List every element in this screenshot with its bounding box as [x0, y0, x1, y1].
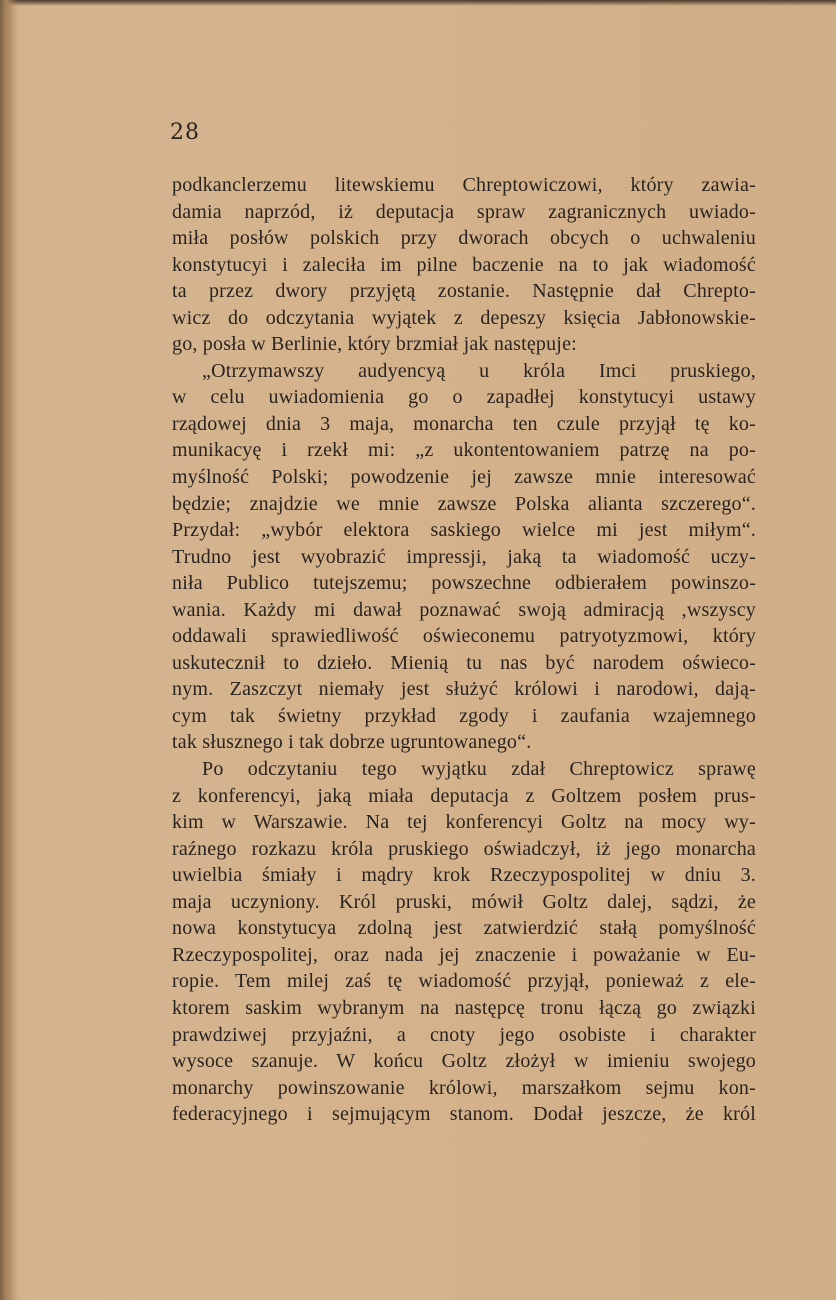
text-line: uwielbia śmiały i mądry krok Rzeczypospolitej w dniu 3. [172, 864, 756, 887]
text-line: oddawali sprawiedliwość oświeconemu patryotyzmowi, który [172, 625, 756, 648]
text-line: uskutecznił to dzieło. Mienią tu nas być narodem oświeco- [172, 651, 756, 674]
page-binding-edge [0, 0, 18, 1300]
text-line: kim w Warszawie. Na tej konferencyi Goltz na mocy wy- [172, 811, 756, 834]
text-line: Trudno jest wyobrazić impressji, jaką ta wiadomość uczy- [172, 545, 756, 568]
text-line: cym tak świetny przykład zgody i zaufania wzajemnego [172, 704, 756, 727]
text-line: w celu uwiadomienia go o zapadłej konstytucyi ustawy [172, 386, 756, 409]
text-line: raźnego rozkazu króla pruskiego oświadczył, iż jego monarcha [172, 837, 756, 860]
text-line: damia naprzód, iż deputacja spraw zagranicznych uwiado- [172, 200, 756, 223]
text-line: myślność Polski; powodzenie jej zawsze mnie interesować [172, 466, 756, 489]
page-top-edge [0, 0, 836, 6]
text-line: podkanclerzemu litewskiemu Chreptowiczowi, który zawia- [172, 174, 756, 196]
text-line: miła posłów polskich przy dworach obcych o uchwaleniu [172, 227, 756, 250]
text-line: ta przez dwory przyjętą zostanie. Następnie dał Chrepto- [172, 280, 756, 303]
text-line: będzie; znajdzie we mnie zawsze Polska alianta szczerego“. [172, 492, 756, 515]
text-line: nym. Zaszczyt niemały jest służyć królowi i narodowi, dają- [172, 678, 756, 701]
text-line: wysoce szanuje. W końcu Goltz złożył w imieniu swojego [172, 1050, 756, 1073]
text-line: monarchy powinszowanie królowi, marszałkom sejmu kon- [172, 1076, 756, 1099]
text-line: go, posła w Berlinie, który brzmiał jak następuje: [172, 333, 577, 356]
body-text [172, 172, 756, 1128]
text-line: Po odczytaniu tego wyjątku zdał Chreptowicz sprawę [202, 758, 756, 781]
text-line: „Otrzymawszy audyencyą u króla Imci pruskiego, [202, 359, 756, 382]
text-line: prawdziwej przyjaźni, a cnoty jego osobiste i charakter [172, 1023, 756, 1046]
text-line: niła Publico tutejszemu; powszechne odbierałem powinszo- [172, 572, 756, 595]
text-line: Rzeczypospolitej, oraz nada jej znaczenie i poważanie w Eu- [172, 943, 756, 966]
text-line: federacyjnego i sejmującym stanom. Dodał jeszcze, że król [172, 1103, 756, 1126]
text-line: munikacyę i rzekł mi: „z ukontentowaniem patrzę na po- [172, 439, 756, 462]
text-line: wania. Każdy mi dawał poznawać swoją admiracją ,wszyscy [172, 598, 756, 621]
text-line: konstytucyi i zaleciła im pilne baczenie na to jak wiadomość [172, 253, 756, 276]
text-line: wicz do odczytania wyjątek z depeszy księcia Jabłonowskie- [172, 306, 756, 329]
text-line: ktorem saskim wybranym na następcę tronu łączą go związki [172, 996, 756, 1019]
text-line: nowa konstytucya zdolną jest zatwierdzić stałą pomyślność [172, 917, 756, 940]
text-line: Przydał: „wybór elektora saskiego wielce mi jest miłym“. [172, 519, 756, 542]
page-number: 28 [170, 120, 200, 145]
text-line: maja uczyniony. Król pruski, mówił Goltz dalej, sądzi, że [172, 890, 756, 913]
text-line: rządowej dnia 3 maja, monarcha ten czule przyjął tę ko- [172, 412, 756, 435]
text-line: tak słusznego i tak dobrze ugruntowanego“. [172, 731, 532, 754]
text-line: ropie. Tem milej zaś tę wiadomość przyjął, ponieważ z ele- [172, 970, 756, 993]
text-line: z konferencyi, jaką miała deputacja z Goltzem posłem prus- [172, 784, 756, 807]
